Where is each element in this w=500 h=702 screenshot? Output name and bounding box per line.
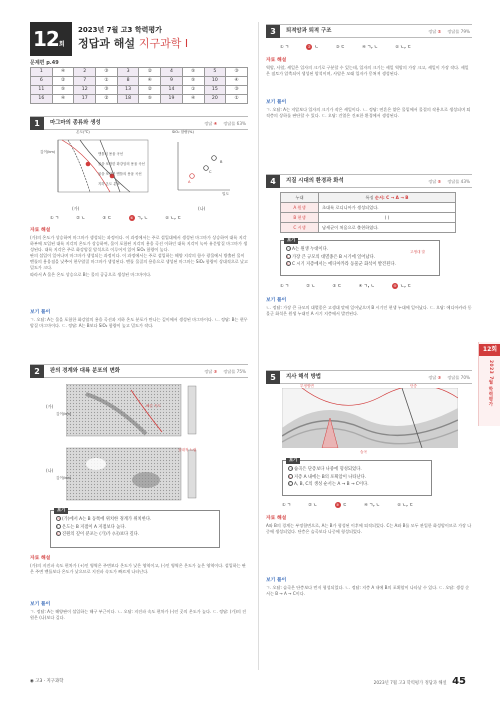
exam-number-suffix: 회 (58, 41, 65, 48)
question-number-cell: 3 (117, 68, 139, 77)
q4-answer-label: 정답 (428, 179, 437, 184)
q4-statement-1: ㄱ A는 원생 누대이다. (287, 247, 329, 252)
question-number-cell: 16 (31, 95, 53, 104)
q5-choice-4[interactable]: ④ ㄱ, ㄴ (364, 502, 380, 507)
q1-answer: ④ (213, 121, 218, 126)
q4-row-b (281, 213, 456, 223)
q5-rate: 정답률 70% (447, 375, 470, 380)
q1-axis-depth: 깊이(km) (40, 150, 56, 154)
q1-selected-marker: ④ (130, 216, 134, 220)
question-number-cell: 10 (204, 77, 226, 86)
question-number-cell: 13 (117, 86, 139, 95)
q3-selected-marker: ② (307, 45, 311, 49)
answer-cell: ⑤ (139, 95, 161, 104)
q4-row-c-feature: 남세균이 처음으로 출현하였다. (319, 223, 456, 233)
q1-geotherm: 지하 온도 분포 (98, 182, 120, 186)
q1-explain-p2: 판의 섭입이 일어나며 마그마가 생성되는 과정이다. 이 과정에서는 주로 섭입하는 해양 지각의 함수 광물에서 방출된 물이 맨틀의 용융점을 낮추어 현무암질 마그마가 생성된다. 맨틀 물질의 용융으로 생성된 마그마는 SiO₂ 함량이 상대적으로 낮고 밀도가 크다. (30, 253, 248, 271)
column-divider (258, 22, 259, 670)
q2-choice-title: 보기 풀이 (30, 602, 51, 607)
question-number-cell: 1 (31, 68, 53, 77)
q1-fig-b-axis-y: SiO₂ 함량(%) (172, 130, 194, 134)
question-number-cell: 15 (204, 86, 226, 95)
q1-figure-b (170, 138, 234, 198)
answer-cell: ④ (139, 77, 161, 86)
q1-choice-4[interactable]: ④ ㄱ, ㄴ (130, 215, 148, 220)
q4-row-a-era: A 원생 (281, 203, 319, 213)
q1-fig-b-point-c: C (209, 170, 212, 174)
question-number-cell: 19 (161, 95, 183, 104)
page-title (78, 37, 188, 52)
q3-header (266, 24, 472, 38)
q4-statement-2: ㄴ 가장 큰 규모의 대멸종은 B 시기에 일어났다. (287, 254, 376, 260)
q4-number: 4 (266, 175, 280, 188)
q3-choice-1[interactable]: ① ㄱ (280, 44, 289, 49)
answer-cell: ② (139, 68, 161, 77)
answer-cell: ④ (52, 95, 74, 104)
q1-topic: 마그마의 종류와 생성 (50, 120, 101, 126)
question-number-cell: 2 (74, 68, 96, 77)
q4-col-era: 누대 (281, 193, 319, 203)
q3-explain: 역암, 사암, 셰일은 입자의 크기로 구분할 수 있는데, 입자의 크기는 셰일 역암의 가장 크고, 셰일이 가장 작다. 셰일은 점토가 압축되어 생성된 암석이며, 사암은 모래 입자가 뭉쳐져 생성된다. (266, 65, 469, 76)
question-number-cell: 11 (31, 86, 53, 95)
q5-answer-label: 정답 (428, 375, 437, 380)
q1-fig-b-label: (나) (198, 206, 206, 211)
q2-box-tag: 보기 (54, 508, 68, 514)
q4-row-c-era: C 시생 (281, 223, 319, 233)
q4-order-note: 순서: C → A → B (374, 194, 409, 200)
q3-choice-5[interactable]: ⑤ ㄴ, ㄷ (395, 44, 412, 49)
q1-fig-b-point-b: B (220, 160, 223, 164)
side-tab-text: 2023 7월 학력평가 (487, 360, 493, 407)
title-main: 정답과 해설 (78, 37, 135, 50)
q4-statement-1-mark: ㄱ (287, 247, 291, 251)
q2-statement-3-mark: ㄷ (57, 532, 61, 537)
footer-left: ◉ 고3 · 지구과학 (30, 679, 64, 684)
q2-figure (66, 384, 216, 504)
answer-cell: ⑤ (182, 68, 204, 77)
q1-choice-2[interactable]: ② ㄴ (76, 215, 86, 220)
answer-cell: ① (226, 95, 248, 104)
q4-choice-1[interactable]: ① ㄱ (280, 283, 289, 288)
q5-box-lines (288, 466, 427, 489)
side-tab-number: 12회 (479, 344, 500, 356)
q4-statement-3-mark: ㄷ (287, 262, 291, 267)
footer-right (374, 675, 466, 689)
q1-rate: 정답률 63% (223, 121, 246, 126)
q2-explain-title: 자료 해설 (30, 556, 51, 561)
q1-choice-3[interactable]: ③ ㄷ (102, 215, 112, 220)
question-number-cell: 9 (161, 77, 183, 86)
q2-fig-a-axis: 깊이(km) (56, 412, 72, 416)
q4-statement-box (280, 240, 440, 276)
question-number-cell: 4 (161, 68, 183, 77)
page-number: 45 (452, 676, 466, 687)
q1-choice-explain: ㄱ. 오답: A는 물을 포함한 화강암의 용융 곡선과 지하 온도 분포가 만나는 깊이에서 생성된 마그마이다. ㄴ. 정답: B는 현무암질 마그마이다. ㄷ. 정답: A는 B보다 SiO₂ 함량이 높고 밀도가 작다. (30, 317, 248, 328)
q1-fig-b-axis-x: 밀도 (222, 192, 229, 196)
exam-number-badge (30, 22, 72, 56)
q2-explain: (가)의 지진파 속도 편차가 (+)인 영역은 주변보다 온도가 낮은 영역이고, (-)인 영역은 온도가 높은 영역이다. 섭입하는 판은 주변 맨틀보다 온도가 낮으므로 지진파 속도가 빠르게 나타난다. (30, 563, 246, 574)
answer-cell: ④ (182, 95, 204, 104)
question-number-cell: 18 (117, 95, 139, 104)
q5-choice-2[interactable]: ② ㄴ (308, 502, 318, 507)
q2-box-lines (56, 516, 215, 539)
q2-meta (204, 369, 246, 375)
exam-subtitle: 2023년 7월 고3 학력평가 (78, 26, 162, 34)
q2-fig-b-axis: 깊이(km) (56, 476, 72, 480)
q3-choice-4[interactable]: ④ ㄱ, ㄴ (362, 44, 378, 49)
answer-table-row (31, 68, 248, 77)
q4-rate: 정답률 43% (447, 179, 470, 184)
q5-statement-3-mark: ㄷ (289, 482, 293, 487)
answer-table-heading: 문제편 p.49 (30, 60, 59, 66)
q4-choice-explain: ㄴ. 정답: 가장 큰 규모의 대멸종은 고생대 말에 일어났으며 B 시기인 현생 누대에 일어났다. ㄷ. 오답: 에디아카라 동물군 화석은 원생 누대인 A 시기 지층에서 발견된다. (266, 305, 472, 316)
q1-fig-a-label: (가) (72, 206, 80, 211)
question-number-cell: 6 (31, 77, 53, 86)
q5-note-fault: 단층 (410, 384, 417, 388)
answer-cell: ③ (226, 86, 248, 95)
q4-row-b-feature: ( ) (319, 213, 456, 223)
answer-table-row (31, 86, 248, 95)
question-number-cell: 17 (74, 95, 96, 104)
q5-box-tag: 보기 (286, 458, 300, 464)
q5-statement-3: ㄷ A, B, C의 생성 순서는 A → B → C이다. (289, 482, 369, 488)
q4-row-c (281, 223, 456, 233)
q2-statement-2: ㄴ 온도는 B 지점이 A 지점보다 높다. (57, 524, 126, 530)
q5-note-unconformity: 부정합면 (300, 384, 314, 388)
q3-choice-2[interactable]: ② ㄴ (307, 44, 319, 49)
answer-table-row (31, 77, 248, 86)
q2-header (30, 364, 248, 378)
answer-cell: ③ (226, 68, 248, 77)
q2-note-fast: 빠른 속도 (146, 404, 162, 408)
q5-statement-2-mark: ㄴ (289, 474, 293, 479)
q4-choices (280, 283, 427, 289)
q5-statement-1-mark: ㄱ (289, 467, 293, 471)
q2-fig-b-label: (나) (46, 468, 54, 473)
q5-choice-5[interactable]: ⑤ ㄴ, ㄷ (397, 502, 414, 507)
q2-fig-a-label: (가) (46, 404, 54, 409)
q4-choice-4[interactable]: ④ ㄱ, ㄴ (358, 283, 375, 288)
q1-explain-p3: 따라서 A 물은 온도 상승으로 B는 물의 공급으로 생성된 마그마이다. (30, 271, 152, 277)
q1-answer-label: 정답 (204, 121, 213, 126)
q3-meta (428, 29, 470, 35)
q4-row-a (281, 203, 456, 213)
q5-answer: ③ (437, 375, 442, 380)
q5-choice-1[interactable]: ① ㄱ (282, 502, 291, 507)
q4-topic: 지질 시대의 환경과 화석 (286, 178, 344, 184)
q4-col-feature: 특징 순서: C → A → B (319, 193, 456, 203)
q4-red-note: 고생대 말 (410, 250, 426, 254)
q1-explain-p1: (가)의 온도가 상승하여 마그마가 생성되는 과정이다. 이 과정에서는 주로 섭입대에서 생성된 마그마가 상승하여 대륙 지각 하부에 모입된 대륙 지각의 온도가 상승하여, 물이 포함된 지각의 용융 곡선 이하인 대륙 지각이 녹아 유문암질 마그마가 생성된다. 대륙 지각은 주로 화강암질 암석으로 이루어져 있어 SiO₂ 함량이 높다. (30, 235, 248, 252)
q2-rate: 정답률 75% (223, 369, 246, 374)
question-number-cell: 5 (204, 68, 226, 77)
question-number-cell: 8 (117, 77, 139, 86)
question-number-cell: 20 (204, 95, 226, 104)
q5-meta (428, 375, 470, 381)
q4-table-header-row (281, 193, 456, 203)
question-number-cell: 7 (74, 77, 96, 86)
q4-statement-2-mark: ㄴ (287, 254, 291, 259)
q5-note-fold: 습곡 (360, 450, 367, 454)
q1-choice-1[interactable]: ① ㄱ (50, 215, 59, 220)
footer-title: 2023년 7월 고3 학력평가 정답과 해설 (373, 681, 447, 686)
q4-statement-3: ㄷ C 시기 지층에서는 에디아카라 동물군 화석이 발견된다. (287, 262, 396, 268)
q5-header (266, 370, 472, 384)
q5-selected-marker: ③ (335, 503, 340, 507)
q5-figure (282, 388, 458, 448)
q2-answer-label: 정답 (204, 369, 213, 374)
q4-choice-5[interactable]: ⑤ ㄴ, ㄷ (393, 283, 412, 288)
q1-figure-a (50, 134, 160, 202)
q5-choice-explain: ㄱ. 오답: 습곡은 단층보다 먼저 형성되었다. ㄴ. 정답: 지층 A 내에 B의 포획암이 나타날 수 있다. ㄷ. 오답: 생성 순서는 B → A → C이다. (266, 585, 470, 596)
q2-topic: 판의 경계와 대륙 분포의 변화 (50, 368, 120, 374)
q3-choices (280, 44, 427, 50)
answer-cell: ① (96, 77, 118, 86)
q2-choice-explain: ㄱ. 정답: A는 해양판이 섭입하는 해구 부근이다. ㄴ. 오답: 지진파 속도 편차가 (-)인 곳의 온도가 높다. ㄷ. 정답: (가)의 진원은 (나)보다 깊다. (30, 609, 247, 620)
q3-topic: 퇴적암과 퇴적 구조 (286, 28, 332, 34)
q4-selected-marker: ⑤ (393, 284, 397, 288)
q1-wet-mantle-curve: 물을 포함한 맨틀의 용융 곡선 (98, 172, 142, 176)
q1-number: 1 (30, 117, 44, 130)
answer-cell: ③ (96, 68, 118, 77)
answer-cell: ④ (52, 68, 74, 77)
q1-explain-title: 자료 해설 (30, 228, 51, 233)
q5-topic: 지사 해석 방법 (286, 374, 321, 380)
q2-statement-2-mark: ㄴ (57, 524, 61, 529)
q3-choice-title: 보기 풀이 (266, 100, 287, 105)
q4-choice-2[interactable]: ② ㄴ (306, 283, 316, 288)
q1-choice-title: 보기 풀이 (30, 310, 51, 315)
answer-cell: ⑤ (182, 77, 204, 86)
q2-number: 2 (30, 365, 44, 378)
q1-explain (30, 235, 248, 279)
side-tab (478, 342, 500, 426)
q4-header (266, 174, 472, 188)
answer-cell: ② (52, 77, 74, 86)
q3-answer: ② (437, 29, 442, 34)
answer-cell: ② (139, 86, 161, 95)
q5-choice-title: 보기 풀이 (266, 578, 287, 583)
answer-cell: ③ (96, 86, 118, 95)
q1-axis-temp: 온도(℃) (76, 130, 90, 134)
q1-choices (50, 215, 197, 221)
answer-cell: ② (96, 95, 118, 104)
q1-choice-5[interactable]: ⑤ ㄴ, ㄷ (165, 215, 182, 220)
answer-table (30, 67, 248, 104)
q4-answer: ⑤ (437, 179, 442, 184)
q3-answer-label: 정답 (428, 29, 437, 34)
q1-mantle-curve: 맨틀의 용융 곡선 (98, 152, 124, 156)
q5-explain-title: 자료 해설 (266, 516, 287, 521)
q5-choices (282, 502, 429, 508)
q4-row-b-era: B 현생 (281, 213, 319, 223)
question-number-cell: 14 (161, 86, 183, 95)
answer-cell: ① (182, 86, 204, 95)
q4-row-a-feature: 초대륙 로디니아가 생성되었다. (319, 203, 456, 213)
q2-answer: ③ (213, 369, 218, 374)
q3-rate: 정답률 79% (447, 29, 470, 34)
q2-statement-3: ㄷ 진원의 깊이 분포는 (가)가 (나)보다 깊다. (57, 532, 140, 538)
q3-number: 3 (266, 25, 280, 38)
q5-statement-box (282, 460, 432, 496)
answer-table-row (31, 95, 248, 104)
q4-era-table (280, 192, 456, 233)
answer-cell: ⑤ (52, 86, 74, 95)
q2-note-slow: 상대적 느림 (178, 448, 197, 452)
q5-statement-1: ㄱ 습곡은 단층보다 나중에 형성되었다. (289, 467, 362, 472)
title-subject: 지구과학 I (138, 37, 189, 50)
q1-header (30, 116, 248, 130)
q5-statement-2: ㄴ 지층 A 내에는 B의 포획암이 나타난다. (289, 474, 367, 480)
exam-number: 12 (33, 27, 59, 51)
q5-number: 5 (266, 371, 280, 384)
q2-statement-box (50, 510, 220, 548)
question-number-cell: 12 (74, 86, 96, 95)
q1-meta (204, 121, 246, 127)
q5-explain: A와 B의 경계는 부정합면으로, A는 B가 형성된 이후에 퇴적되었다. C는 A와 B를 모두 관입한 화성암이므로 가장 나중에 생성되었다. 단층은 습곡보다 나중에 형성되었다. (266, 523, 472, 534)
q4-choice-title: 보기 풀이 (266, 298, 287, 303)
q3-explain-title: 자료 해설 (266, 58, 287, 63)
q2-statement-1-mark: ㄱ (57, 517, 61, 521)
q2-statement-1: ㄱ (가)에서 A는 B 동쪽에 위치한 경계가 위치한다. (57, 517, 152, 522)
q4-box-tag: 보기 (284, 238, 298, 244)
q1-granite-curve: 물을 포함한 화강암의 용융 곡선 (98, 162, 145, 166)
q3-choice-3[interactable]: ③ ㄷ (335, 44, 345, 49)
q5-choice-3[interactable]: ③ ㄷ (335, 502, 347, 507)
answer-cell: ④ (226, 77, 248, 86)
q4-meta (428, 179, 470, 185)
page-header (30, 22, 248, 56)
q1-fig-b-point-a: A (188, 180, 191, 184)
q4-choice-3[interactable]: ③ ㄷ (332, 283, 342, 288)
q3-choice-explain: ㄱ. 오답: A는 저압보다 입자의 크기가 작은 셰일이다. ㄴ. 정답: 연흔은 얕은 물밑에서 물결의 작용으로 생성되며 퇴적층의 상하를 판단할 수 있다. ㄷ. 오답: 건열은 건조한 환경에서 생성된다. (266, 107, 471, 118)
